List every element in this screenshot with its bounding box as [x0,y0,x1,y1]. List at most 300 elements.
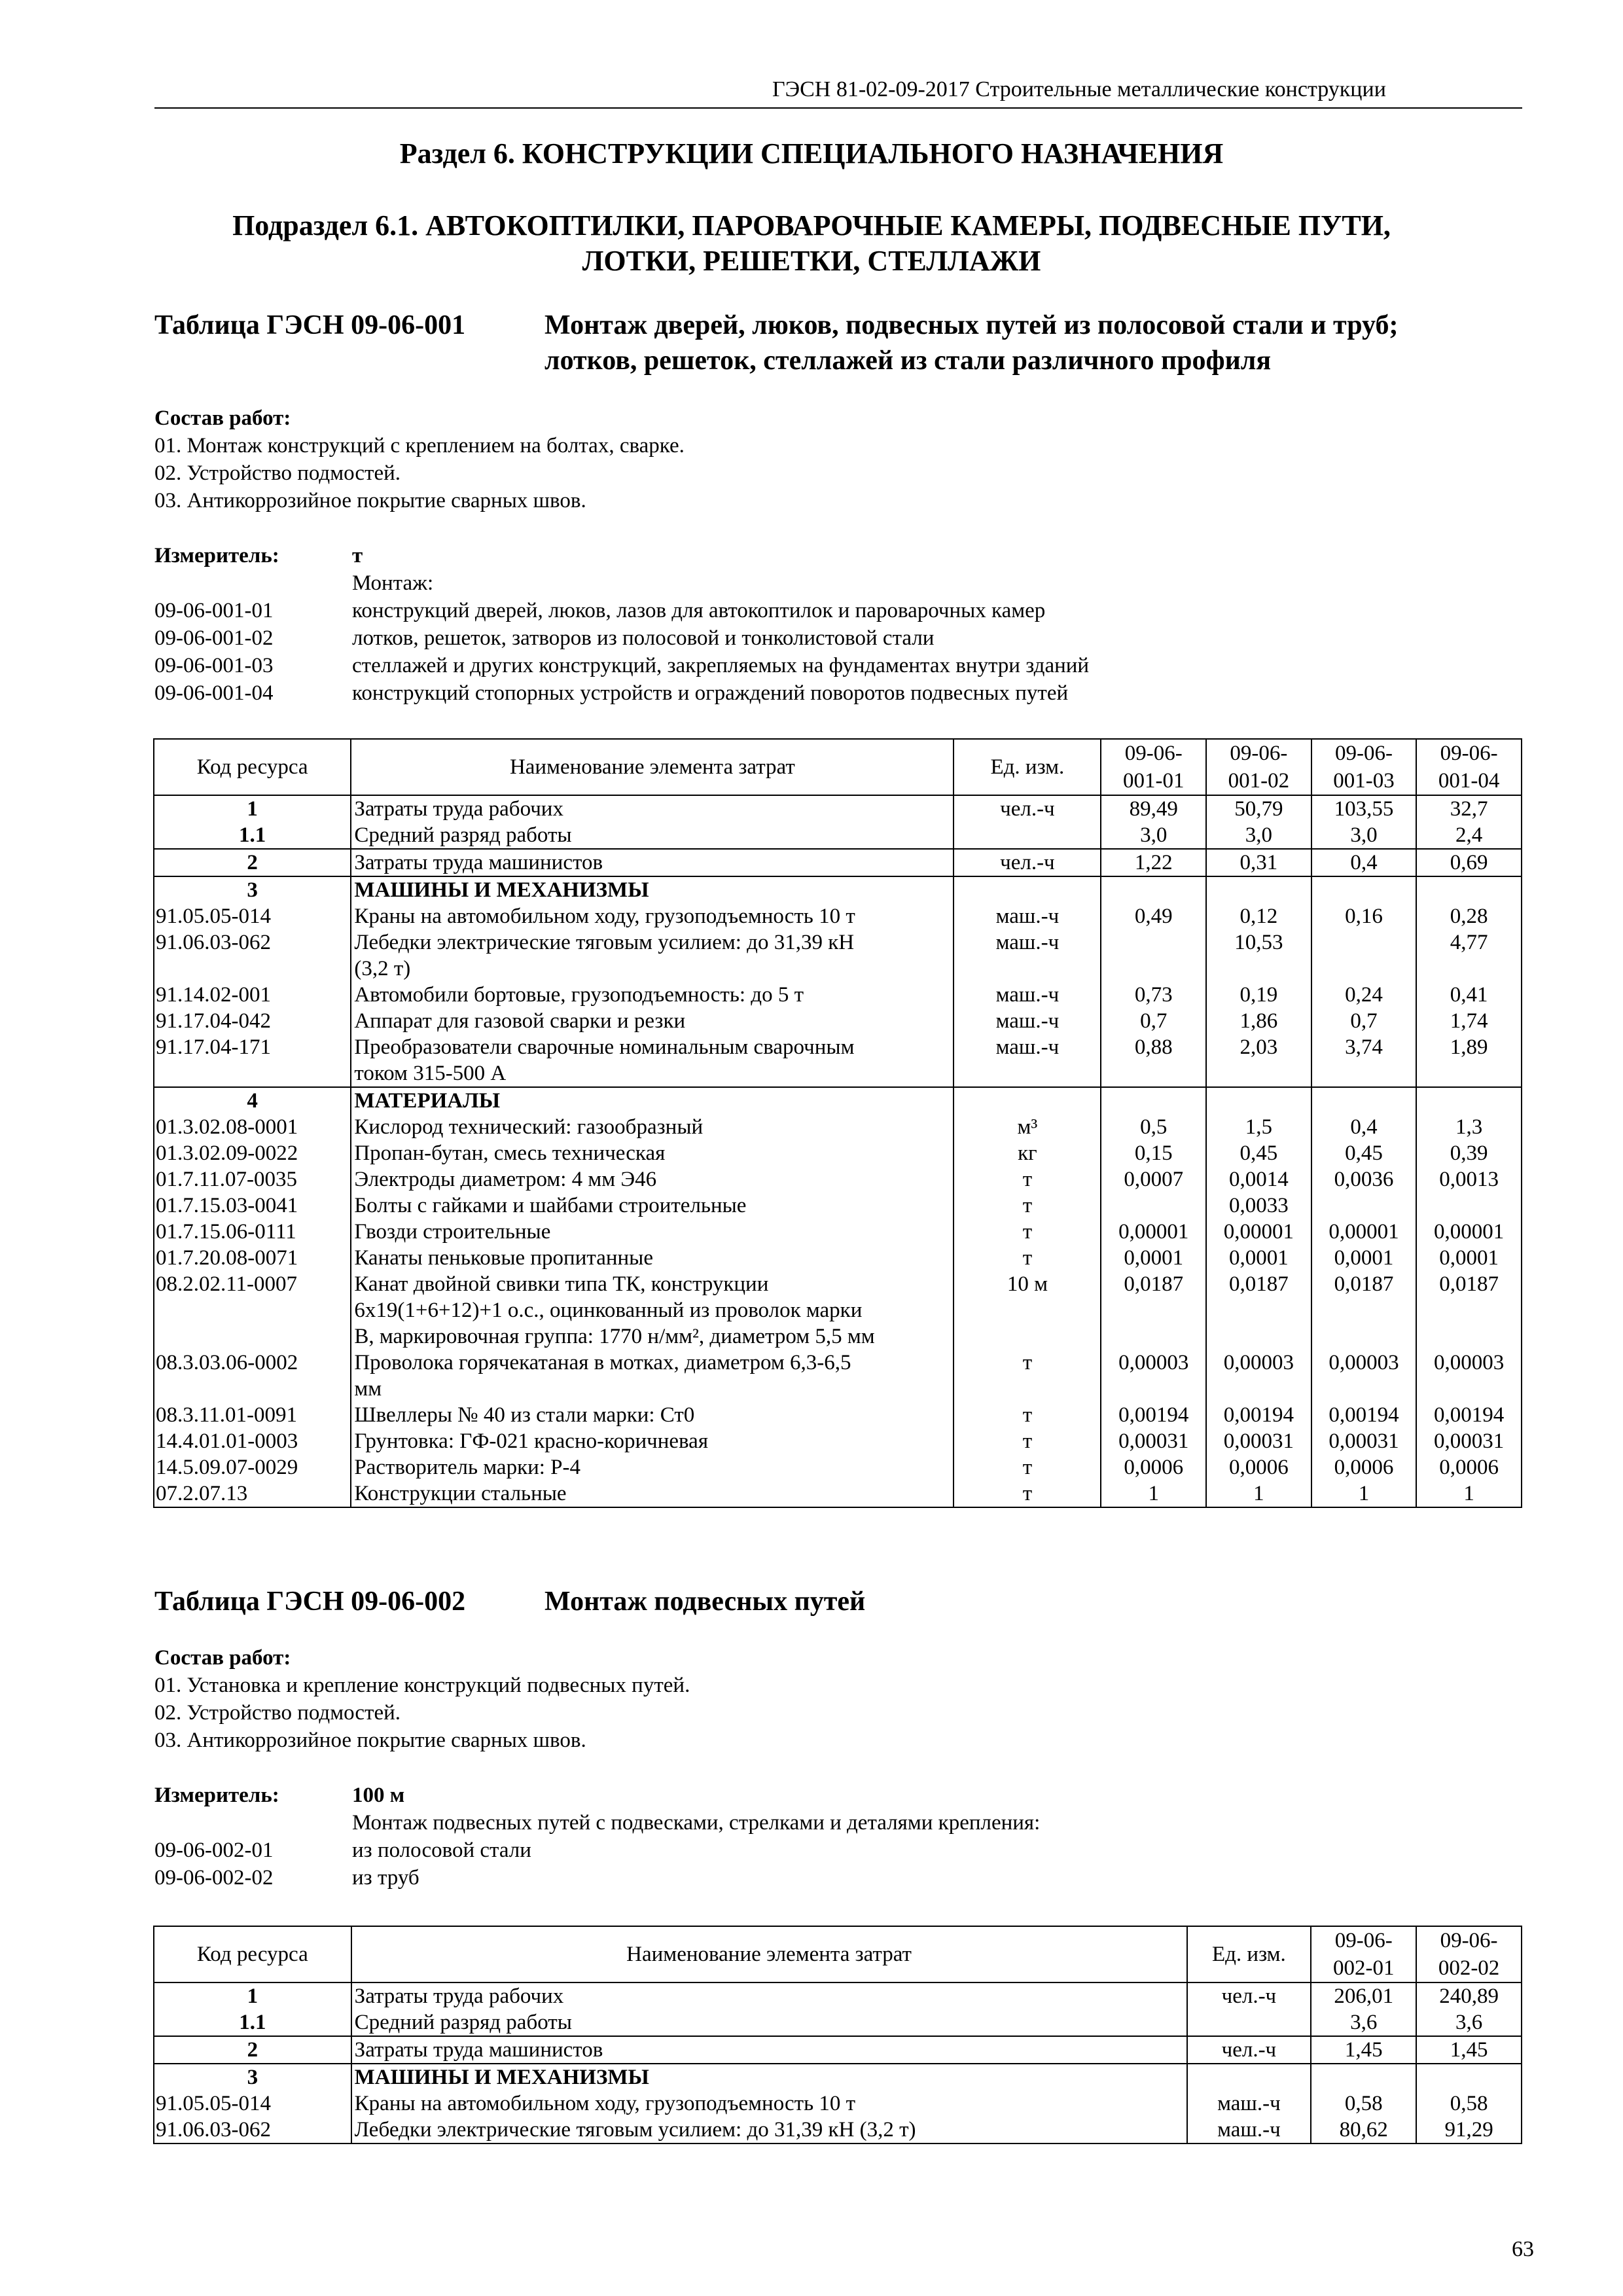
table-row [154,1323,1522,1350]
resource-code: 91.06.03-062 [154,929,351,956]
unit-cell [954,1060,1101,1087]
table-row [154,1008,1522,1034]
unit-cell: т [954,1193,1101,1219]
table1-item-code: 09-06-001-01 [154,599,274,622]
table2-work-item: 02. Устройство подмостей. [154,1701,401,1725]
value-cell: 32,7 [1416,795,1522,822]
value-cell: 0,00001 [1101,1219,1206,1245]
table-row [154,1193,1522,1219]
value-cell [1206,1297,1311,1323]
resource-code: 08.3.11.01-0091 [154,1402,351,1428]
value-cell: 0,7 [1311,1008,1417,1034]
table-row [154,956,1522,982]
value-cell: 50,79 [1206,795,1311,822]
table-row [154,903,1522,929]
cost-element-name: Болты с гайками и шайбами строительные [351,1193,954,1219]
table-row [154,1166,1522,1193]
unit-cell [1187,2009,1311,2036]
unit-cell: маш.-ч [954,1034,1101,1060]
resource-code [154,1060,351,1087]
value-cell: 0,00031 [1101,1428,1206,1454]
value-cell: 3,0 [1101,822,1206,849]
resource-code: 1.1 [154,2009,351,2036]
value-cell: 0,0006 [1206,1454,1311,1480]
value-cell: 0,0001 [1206,1245,1311,1271]
table-row [154,1114,1522,1140]
value-cell: 1 [1416,1480,1522,1507]
header-rule [154,107,1522,109]
value-cell: 0,0187 [1416,1271,1522,1297]
value-cell: 0,49 [1101,903,1206,929]
value-cell: 0,00001 [1416,1219,1522,1245]
table1-item-text: лотков, решеток, затворов из полосовой и тонколистовой стали [352,626,935,650]
value-cell [1311,956,1417,982]
resource-code: 91.17.04-042 [154,1008,351,1034]
value-cell: 3,0 [1206,822,1311,849]
value-cell: 0,0187 [1101,1271,1206,1297]
value-cell [1206,1323,1311,1350]
value-cell: 0,00003 [1416,1350,1522,1376]
value-cell [1206,1376,1311,1402]
resource-code: 08.3.03.06-0002 [154,1350,351,1376]
subsection-title-line-1: Подраздел 6.1. АВТОКОПТИЛКИ, ПАРОВАРОЧНЫЕ КАМЕРЫ, ПОДВЕСНЫЕ ПУТИ, [232,209,1391,242]
value-cell: 91,29 [1416,2117,1522,2144]
value-cell [1416,2064,1522,2090]
unit-cell: маш.-ч [1187,2090,1311,2117]
column-header-001-02: 09-06- 001-02 [1206,739,1311,795]
table-row [154,1140,1522,1166]
table-row [154,822,1522,849]
value-cell: 0,45 [1311,1140,1417,1166]
table2-item-text: из труб [352,1866,419,1890]
column-header-002-02: 09-06- 002-02 [1416,1926,1522,1982]
table1-meter-intro: Монтаж: [352,571,434,595]
resource-code [154,1297,351,1323]
table1-title-line-1: Монтаж дверей, люков, подвесных путей из полосовой стали и труб; [544,310,1399,340]
value-cell [1311,1193,1417,1219]
value-cell: 0,5 [1101,1114,1206,1140]
table-row [154,929,1522,956]
table-row [154,1454,1522,1480]
table-row [154,2009,1522,2036]
value-cell: 0,0014 [1206,1166,1311,1193]
value-cell: 0,00031 [1416,1428,1522,1454]
table1-meter-label: Измеритель: [154,544,279,567]
column-header-001-01: 09-06- 001-01 [1101,739,1206,795]
value-cell [1206,1087,1311,1114]
resource-code: 07.2.07.13 [154,1480,351,1507]
table1-item-code: 09-06-001-03 [154,654,274,677]
value-cell: 0,12 [1206,903,1311,929]
value-cell: 0,39 [1416,1140,1522,1166]
value-cell: 2,4 [1416,822,1522,849]
value-cell: 0,7 [1101,1008,1206,1034]
resource-code: 91.14.02-001 [154,982,351,1008]
value-cell: 0,00194 [1101,1402,1206,1428]
value-cell [1311,1376,1417,1402]
unit-cell: т [954,1245,1101,1271]
unit-cell [954,1376,1101,1402]
resource-code: 1.1 [154,822,351,849]
value-cell: 1 [1101,1480,1206,1507]
table-row [154,1060,1522,1087]
unit-cell [954,1297,1101,1323]
value-cell: 0,28 [1416,903,1522,929]
value-cell: 0,00194 [1311,1402,1417,1428]
cost-element-name: Конструкции стальные [351,1480,954,1507]
cost-element-name: Средний разряд работы [351,2009,1187,2036]
value-cell: 1,74 [1416,1008,1522,1034]
value-cell [1416,1297,1522,1323]
resource-code: 91.05.05-014 [154,903,351,929]
table-row [154,1297,1522,1323]
value-cell: 1,86 [1206,1008,1311,1034]
value-cell: 0,00003 [1311,1350,1417,1376]
resource-code: 2 [154,2036,351,2064]
value-cell: 0,0001 [1416,1245,1522,1271]
table2-work-label: Состав работ: [154,1646,291,1670]
unit-cell: маш.-ч [954,1008,1101,1034]
unit-cell [954,1323,1101,1350]
value-cell [1311,1087,1417,1114]
table-row [154,795,1522,822]
value-cell: 0,0006 [1101,1454,1206,1480]
value-cell: 4,77 [1416,929,1522,956]
value-cell: 0,15 [1101,1140,1206,1166]
table-row [154,876,1522,903]
table2-item-text: из полосовой стали [352,1839,531,1862]
value-cell: 0,0036 [1311,1166,1417,1193]
value-cell: 0,0001 [1101,1245,1206,1271]
table2-meter-intro: Монтаж подвесных путей с подвесками, стрелками и деталями крепления: [352,1811,1041,1835]
resource-code: 91.05.05-014 [154,2090,351,2117]
table-row [154,1245,1522,1271]
value-cell: 10,53 [1206,929,1311,956]
value-cell [1101,876,1206,903]
table2-meter-label: Измеритель: [154,1784,279,1807]
unit-cell [1187,2064,1311,2090]
value-cell: 89,49 [1101,795,1206,822]
value-cell: 206,01 [1311,1982,1416,2009]
value-cell: 0,24 [1311,982,1417,1008]
table1-work-item: 01. Монтаж конструкций с креплением на болтах, сварке. [154,434,685,457]
value-cell: 1,45 [1416,2036,1522,2064]
table-row [154,849,1522,876]
value-cell: 0,0187 [1206,1271,1311,1297]
table1-title-line-2: лотков, решеток, стеллажей из стали различного профиля [544,346,1272,376]
resource-code: 01.7.15.03-0041 [154,1193,351,1219]
unit-cell: чел.-ч [1187,2036,1311,2064]
value-cell [1101,1087,1206,1114]
unit-cell: кг [954,1140,1101,1166]
column-header-unit: Ед. изм. [954,739,1101,795]
cost-element-name: Аппарат для газовой сварки и резки [351,1008,954,1034]
value-cell: 103,55 [1311,795,1417,822]
unit-cell: т [954,1428,1101,1454]
resource-code: 01.7.20.08-0071 [154,1245,351,1271]
column-header-name: Наименование элемента затрат [351,739,954,795]
value-cell [1416,1193,1522,1219]
value-cell: 3,74 [1311,1034,1417,1060]
unit-cell [954,956,1101,982]
resource-code: 4 [154,1087,351,1114]
table1-item-text: конструкций дверей, люков, лазов для автокоптилок и пароварочных камер [352,599,1046,622]
unit-cell: чел.-ч [954,795,1101,822]
unit-cell [954,876,1101,903]
value-cell [1101,1323,1206,1350]
value-cell: 1,5 [1206,1114,1311,1140]
table1-meter-unit: т [352,544,363,567]
table-row [154,2090,1522,2117]
table2-header-row [154,1926,1522,1982]
value-cell: 1,3 [1416,1114,1522,1140]
value-cell: 0,45 [1206,1140,1311,1166]
resource-code: 01.7.11.07-0035 [154,1166,351,1193]
table2-meter-unit: 100 м [352,1784,405,1807]
value-cell [1416,1060,1522,1087]
value-cell: 0,00031 [1311,1428,1417,1454]
table-row [154,1087,1522,1114]
cost-element-name: Преобразователи сварочные номинальным сварочным [351,1034,954,1060]
table-row [154,1982,1522,2009]
table1-code: Таблица ГЭСН 09-06-001 [154,310,466,340]
value-cell [1311,876,1417,903]
unit-cell [954,1087,1101,1114]
value-cell: 0,41 [1416,982,1522,1008]
unit-cell: маш.-ч [954,982,1101,1008]
column-header-001-03: 09-06- 001-03 [1311,739,1417,795]
value-cell: 1 [1206,1480,1311,1507]
value-cell: 0,4 [1311,1114,1417,1140]
value-cell [1101,1060,1206,1087]
value-cell: 1 [1311,1480,1417,1507]
value-cell: 0,58 [1416,2090,1522,2117]
value-cell: 80,62 [1311,2117,1416,2144]
value-cell: 3,6 [1311,2009,1416,2036]
resource-code: 2 [154,849,351,876]
value-cell: 1,89 [1416,1034,1522,1060]
page-number: 63 [1512,2237,1534,2261]
value-cell: 0,16 [1311,903,1417,929]
value-cell [1206,876,1311,903]
cost-element-name: Лебедки электрические тяговым усилием: до 31,39 кН [351,929,954,956]
value-cell [1416,1376,1522,1402]
value-cell: 0,0007 [1101,1166,1206,1193]
unit-cell: маш.-ч [1187,2117,1311,2144]
table-row [154,1376,1522,1402]
value-cell: 2,03 [1206,1034,1311,1060]
cost-element-name: МАШИНЫ И МЕХАНИЗМЫ [351,2064,1187,2090]
unit-cell: т [954,1480,1101,1507]
subsection-title-line-2: ЛОТКИ, РЕШЕТКИ, СТЕЛЛАЖИ [582,245,1041,277]
value-cell: 0,88 [1101,1034,1206,1060]
table2-work-item: 03. Антикоррозийное покрытие сварных швов. [154,1729,586,1752]
value-cell [1101,1376,1206,1402]
resource-code: 91.06.03-062 [154,2117,351,2144]
resource-code [154,1376,351,1402]
value-cell [1311,1297,1417,1323]
column-header-002-01: 09-06- 002-01 [1311,1926,1416,1982]
value-cell: 0,0006 [1416,1454,1522,1480]
cost-element-name: Затраты труда рабочих [351,795,954,822]
column-header-001-04: 09-06- 001-04 [1416,739,1522,795]
value-cell: 3,0 [1311,822,1417,849]
section-title: Раздел 6. КОНСТРУКЦИИ СПЕЦИАЛЬНОГО НАЗНАЧЕНИЯ [399,137,1224,170]
value-cell: 0,00031 [1206,1428,1311,1454]
unit-cell: маш.-ч [954,903,1101,929]
cost-element-name: Грунтовка: ГФ-021 красно-коричневая [351,1428,954,1454]
cost-element-name: током 315-500 А [351,1060,954,1087]
table2-resources [153,1926,1522,2144]
cost-element-name: Пропан-бутан, смесь техническая [351,1140,954,1166]
value-cell: 0,00194 [1416,1402,1522,1428]
value-cell [1101,956,1206,982]
value-cell [1206,1060,1311,1087]
cost-element-name: Краны на автомобильном ходу, грузоподъемность 10 т [351,903,954,929]
value-cell: 0,31 [1206,849,1311,876]
value-cell [1416,876,1522,903]
resource-code: 01.7.15.06-0111 [154,1219,351,1245]
value-cell [1206,956,1311,982]
table1-header-row [154,739,1522,795]
value-cell [1101,929,1206,956]
unit-cell: т [954,1350,1101,1376]
table2-code: Таблица ГЭСН 09-06-002 [154,1587,466,1617]
table1-item-code: 09-06-001-02 [154,626,274,650]
resource-code: 14.5.09.07-0029 [154,1454,351,1480]
table1-work-label: Состав работ: [154,406,291,430]
value-cell: 0,0187 [1311,1271,1417,1297]
cost-element-name: Канаты пеньковые пропитанные [351,1245,954,1271]
cost-element-name: мм [351,1376,954,1402]
unit-cell: маш.-ч [954,929,1101,956]
table-row [154,1219,1522,1245]
table-row [154,1480,1522,1507]
cost-element-name: Затраты труда машинистов [351,849,954,876]
value-cell [1416,956,1522,982]
column-header-unit: Ед. изм. [1187,1926,1311,1982]
table-row [154,2117,1522,2144]
value-cell: 0,0006 [1311,1454,1417,1480]
resource-code [154,1323,351,1350]
value-cell: 0,4 [1311,849,1417,876]
cost-element-name: Электроды диаметром: 4 мм Э46 [351,1166,954,1193]
unit-cell: т [954,1166,1101,1193]
resource-code: 01.3.02.09-0022 [154,1140,351,1166]
unit-cell: т [954,1219,1101,1245]
value-cell: 0,0013 [1416,1166,1522,1193]
cost-element-name: В, маркировочная группа: 1770 н/мм², диаметром 5,5 мм [351,1323,954,1350]
column-header-name: Наименование элемента затрат [351,1926,1187,1982]
table1-work-item: 03. Антикоррозийное покрытие сварных швов. [154,489,586,512]
cost-element-name: Швеллеры № 40 из стали марки: Ст0 [351,1402,954,1428]
table1-resources [153,738,1522,1508]
value-cell [1311,1060,1417,1087]
value-cell: 1,45 [1311,2036,1416,2064]
value-cell: 0,00003 [1206,1350,1311,1376]
table-row [154,1034,1522,1060]
unit-cell: чел.-ч [954,849,1101,876]
column-header-code: Код ресурса [154,1926,351,1982]
resource-code: 1 [154,795,351,822]
table-row [154,1428,1522,1454]
value-cell [1416,1323,1522,1350]
value-cell [1101,1193,1206,1219]
unit-cell: т [954,1454,1101,1480]
resource-code [154,956,351,982]
value-cell: 0,00194 [1206,1402,1311,1428]
value-cell: 0,00003 [1101,1350,1206,1376]
table1-item-text: стеллажей и других конструкций, закрепляемых на фундаментах внутри зданий [352,654,1090,677]
value-cell: 1,22 [1101,849,1206,876]
resource-code: 3 [154,2064,351,2090]
resource-code: 08.2.02.11-0007 [154,1271,351,1297]
unit-cell: т [954,1402,1101,1428]
cost-element-name: Канат двойной свивки типа ТК, конструкции [351,1271,954,1297]
value-cell: 0,00001 [1206,1219,1311,1245]
value-cell: 0,0001 [1311,1245,1417,1271]
running-header: ГЭСН 81-02-09-2017 Строительные металлические конструкции [772,77,1386,101]
table-row [154,2036,1522,2064]
table-row [154,1402,1522,1428]
cost-element-name: (3,2 т) [351,956,954,982]
cost-element-name: Растворитель марки: Р-4 [351,1454,954,1480]
value-cell: 0,00001 [1311,1219,1417,1245]
cost-element-name: Затраты труда рабочих [351,1982,1187,2009]
value-cell: 0,69 [1416,849,1522,876]
value-cell: 0,73 [1101,982,1206,1008]
cost-element-name: МАТЕРИАЛЫ [351,1087,954,1114]
table-row [154,1350,1522,1376]
value-cell: 0,0033 [1206,1193,1311,1219]
cost-element-name: Кислород технический: газообразный [351,1114,954,1140]
cost-element-name: 6х19(1+6+12)+1 о.с., оцинкованный из проволок марки [351,1297,954,1323]
table-row [154,1271,1522,1297]
value-cell [1416,1087,1522,1114]
cost-element-name: Затраты труда машинистов [351,2036,1187,2064]
table2-item-code: 09-06-002-02 [154,1866,274,1890]
cost-element-name: Гвозди строительные [351,1219,954,1245]
table2-title: Монтаж подвесных путей [544,1587,866,1617]
unit-cell: м³ [954,1114,1101,1140]
value-cell: 240,89 [1416,1982,1522,2009]
value-cell [1101,1297,1206,1323]
table2-work-item: 01. Установка и крепление конструкций подвесных путей. [154,1674,690,1697]
unit-cell: чел.-ч [1187,1982,1311,2009]
table1-work-item: 02. Устройство подмостей. [154,461,401,485]
value-cell: 0,19 [1206,982,1311,1008]
resource-code: 1 [154,1982,351,2009]
resource-code: 14.4.01.01-0003 [154,1428,351,1454]
value-cell: 0,58 [1311,2090,1416,2117]
cost-element-name: Краны на автомобильном ходу, грузоподъемность 10 т [351,2090,1187,2117]
value-cell [1311,929,1417,956]
resource-code: 3 [154,876,351,903]
cost-element-name: МАШИНЫ И МЕХАНИЗМЫ [351,876,954,903]
table1-item-code: 09-06-001-04 [154,681,274,705]
value-cell [1311,2064,1416,2090]
cost-element-name: Лебедки электрические тяговым усилием: до 31,39 кН (3,2 т) [351,2117,1187,2144]
unit-cell [954,822,1101,849]
resource-code: 01.3.02.08-0001 [154,1114,351,1140]
value-cell [1311,1323,1417,1350]
resource-code: 91.17.04-171 [154,1034,351,1060]
cost-element-name: Средний разряд работы [351,822,954,849]
unit-cell: 10 м [954,1271,1101,1297]
table-row [154,2064,1522,2090]
cost-element-name: Проволока горячекатаная в мотках, диаметром 6,3-6,5 [351,1350,954,1376]
cost-element-name: Автомобили бортовые, грузоподъемность: до 5 т [351,982,954,1008]
